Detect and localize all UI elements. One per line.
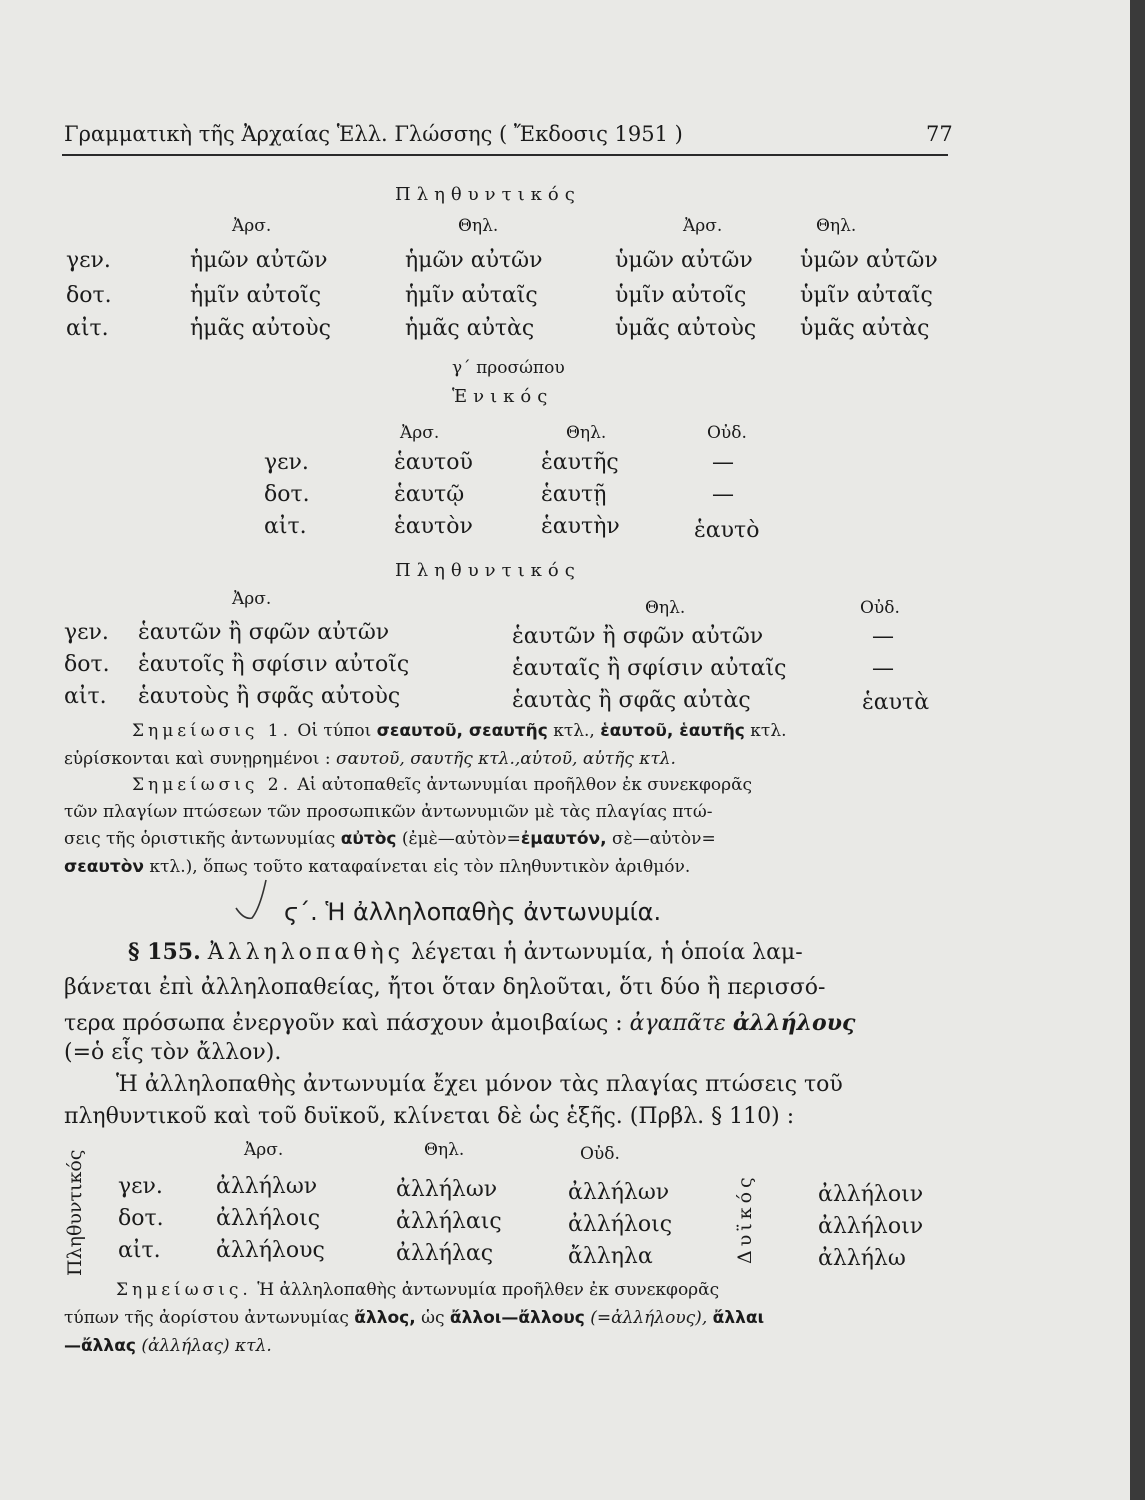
table-cell: ἡμῶν αὐτῶν <box>190 248 328 273</box>
col-header: Ἀρσ. <box>244 1140 284 1160</box>
note-line: Σημείωσις 1. Οἱ τύποι σεαυτοῦ, σεαυτῆς κτλ., ἑαυτοῦ, ἑαυτῆς κτλ. <box>132 721 787 741</box>
case-label: δοτ. <box>64 652 110 677</box>
table-cell: ἑαυτὰς ἢ σφᾶς αὐτὰς <box>512 688 751 713</box>
singular-heading: Ἑνικός <box>452 386 554 407</box>
table-cell: ἀλλήλοις <box>568 1212 673 1237</box>
col-header: Θηλ. <box>816 216 857 236</box>
table-cell: ὑμῖν αὐτοῖς <box>615 283 747 308</box>
note-label: Σημείωσις 2. <box>132 775 293 795</box>
col-header: Οὐδ. <box>580 1144 620 1164</box>
table-cell: ἑαυτῆς <box>541 450 619 475</box>
table-cell: ἡμῶν αὐτῶν <box>405 248 543 273</box>
note-line: τῶν πλαγίων πτώσεων τῶν προσωπικῶν ἀντωνυμιῶν μὲ τὰς πλαγίας πτώ- <box>64 802 713 822</box>
table-cell: — <box>712 482 734 507</box>
table-cell: ὑμᾶς αὐτοὺς <box>615 316 757 341</box>
table-cell: ἀλλήλας <box>396 1241 494 1266</box>
paragraph-line: § 155. Ἀλληλοπαθὴς λέγεται ἡ ἀντωνυμία, ἡ ὁποία λαμ- <box>128 939 803 965</box>
col-header: Θηλ. <box>645 598 686 618</box>
table-cell: ἀλλήλοιν <box>818 1214 924 1239</box>
table-cell: ἑαυτοὺς ἢ σφᾶς αὐτοὺς <box>138 684 401 709</box>
table-cell: ἑαυτῇ <box>541 482 607 507</box>
case-label: γεν. <box>64 620 109 645</box>
table-cell: ὑμῖν αὐταῖς <box>800 283 933 308</box>
table-cell: ἀλλήλοις <box>216 1206 321 1231</box>
table-cell: ἀλλήλοιν <box>818 1182 924 1207</box>
table-cell: — <box>872 624 894 649</box>
col-header: Ἀρσ. <box>232 216 272 236</box>
page-number: 77 <box>926 122 953 146</box>
note-line: σεις τῆς ὁριστικῆς ἀντωνυμίας αὐτὸς (ἐμὲ—αὐτὸν=ἐμαυτόν, σὲ—αὐτὸν= <box>64 829 716 849</box>
section-number: § 155. <box>128 939 201 965</box>
plural-side-label: Πληθυντικός <box>64 1149 86 1276</box>
table-cell: — <box>872 656 894 681</box>
running-header: Γραμματικὴ τῆς Ἀρχαίας Ἑλλ. Γλώσσης ( Ἔκδοσις 1951 ) <box>64 122 683 146</box>
table-cell: ἑαυτῶν ἢ σφῶν αὐτῶν <box>138 620 390 645</box>
note-line: τύπων τῆς ἀορίστου ἀντωνυμίας ἄλλος, ὡς ἄλλοι—ἄλλους (=ἀλλήλους), ἄλλαι <box>64 1308 765 1328</box>
note-label: Σημείωσις. <box>116 1280 252 1300</box>
case-label: αἰτ. <box>64 684 107 709</box>
plural-heading: Πληθυντικός <box>395 184 581 205</box>
person-heading: γ΄ προσώπου <box>452 358 565 378</box>
plural-heading: Πληθυντικός <box>395 560 581 581</box>
section-heading: ϛ΄. Ἡ ἀλληλοπαθὴς ἀντωνυμία. <box>284 898 662 926</box>
table-cell: ἀλλήλων <box>396 1177 498 1202</box>
pencil-checkmark-icon <box>232 878 272 924</box>
paragraph-line: Ἡ ἀλληλοπαθὴς ἀντωνυμία ἔχει μόνον τὰς πλαγίας πτώσεις τοῦ <box>116 1072 843 1097</box>
case-label: αἰτ. <box>118 1238 161 1263</box>
header-rule <box>62 154 948 156</box>
note-line: σεαυτὸν κτλ.), ὅπως τοῦτο καταφαίνεται εἰς τὸν πληθυντικὸν ἀριθμόν. <box>64 857 691 877</box>
table-cell: ἀλλήλων <box>216 1174 318 1199</box>
col-header: Οὐδ. <box>860 598 900 618</box>
col-header: Ἀρσ. <box>400 423 440 443</box>
note-label: Σημείωσις 1. <box>132 721 293 741</box>
table-cell: — <box>712 450 734 475</box>
paragraph-line: πληθυντικοῦ καὶ τοῦ δυϊκοῦ, κλίνεται δὲ ὡς ἑξῆς. (Πρβλ. § 110) : <box>64 1104 795 1129</box>
note-line: Σημείωσις 2. Αἱ αὐτοπαθεῖς ἀντωνυμίαι προῆλθον ἐκ συνεκφορᾶς <box>132 775 753 795</box>
table-cell: ἑαυταῖς ἢ σφίσιν αὐταῖς <box>512 656 787 681</box>
case-label: γεν. <box>118 1174 163 1199</box>
table-cell: ὑμῶν αὐτῶν <box>800 248 938 273</box>
table-cell: ἑαυτῷ <box>394 482 465 507</box>
col-header: Θηλ. <box>458 216 499 236</box>
col-header: Ἀρσ. <box>232 589 272 609</box>
case-label: γεν. <box>264 450 309 475</box>
page-edge <box>1130 0 1145 1500</box>
case-label: δοτ. <box>66 283 112 308</box>
table-cell: ἑαυτοῦ <box>394 450 473 475</box>
table-cell: ὑμῶν αὐτῶν <box>615 248 753 273</box>
table-cell: ἀλλήλαις <box>396 1209 502 1234</box>
table-cell: ὑμᾶς αὐτὰς <box>800 316 930 341</box>
table-cell: ἡμᾶς αὐτοὺς <box>190 316 331 341</box>
table-cell: ἡμᾶς αὐτὰς <box>405 316 535 341</box>
note-line: Σημείωσις. Ἡ ἀλληλοπαθὴς ἀντωνυμία προῆλθεν ἐκ συνεκφορᾶς <box>116 1280 720 1300</box>
table-cell: ἡμῖν αὐτοῖς <box>190 283 322 308</box>
col-header: Ἀρσ. <box>683 216 723 236</box>
col-header: Θηλ. <box>424 1140 465 1160</box>
case-label: αἰτ. <box>264 514 307 539</box>
paragraph-line: τερα πρόσωπα ἐνεργοῦν καὶ πάσχουν ἀμοιβαίως : ἀγαπᾶτε ἀλλήλους <box>64 1010 856 1036</box>
table-cell: ἀλλήλων <box>568 1180 670 1205</box>
table-cell: ἑαυτοῖς ἢ σφίσιν αὐτοῖς <box>138 652 410 677</box>
col-header: Οὐδ. <box>707 423 747 443</box>
table-cell: ἄλληλα <box>568 1244 653 1269</box>
table-cell: ἡμῖν αὐταῖς <box>405 283 538 308</box>
case-label: δοτ. <box>264 482 310 507</box>
paragraph-line: (=ὁ εἷς τὸν ἄλλον). <box>64 1040 282 1065</box>
case-label: αἰτ. <box>66 316 109 341</box>
note-line: —ἄλλας (ἀλλήλας) κτλ. <box>64 1336 272 1356</box>
case-label: γεν. <box>66 248 111 273</box>
paragraph-line: βάνεται ἐπὶ ἀλληλοπαθείας, ἤτοι ὅταν δηλοῦται, ὅτι δύο ἢ περισσό- <box>64 975 826 1000</box>
dual-side-label: Δυϊκός <box>734 1173 756 1264</box>
table-cell: ἀλλήλους <box>216 1238 325 1263</box>
table-cell: ἑαυτὸ <box>694 518 760 543</box>
note-line: εὑρίσκονται καὶ συνῃρημένοι : σαυτοῦ, σαυτῆς κτλ.,αὑτοῦ, αὑτῆς κτλ. <box>64 749 676 769</box>
table-cell: ἀλλήλω <box>818 1246 906 1271</box>
table-cell: ἑαυτὸν <box>394 514 473 539</box>
case-label: δοτ. <box>118 1206 164 1231</box>
table-cell: ἑαυτὴν <box>541 514 620 539</box>
table-cell: ἑαυτῶν ἢ σφῶν αὐτῶν <box>512 624 764 649</box>
col-header: Θηλ. <box>566 423 607 443</box>
table-cell: ἑαυτὰ <box>862 690 930 715</box>
